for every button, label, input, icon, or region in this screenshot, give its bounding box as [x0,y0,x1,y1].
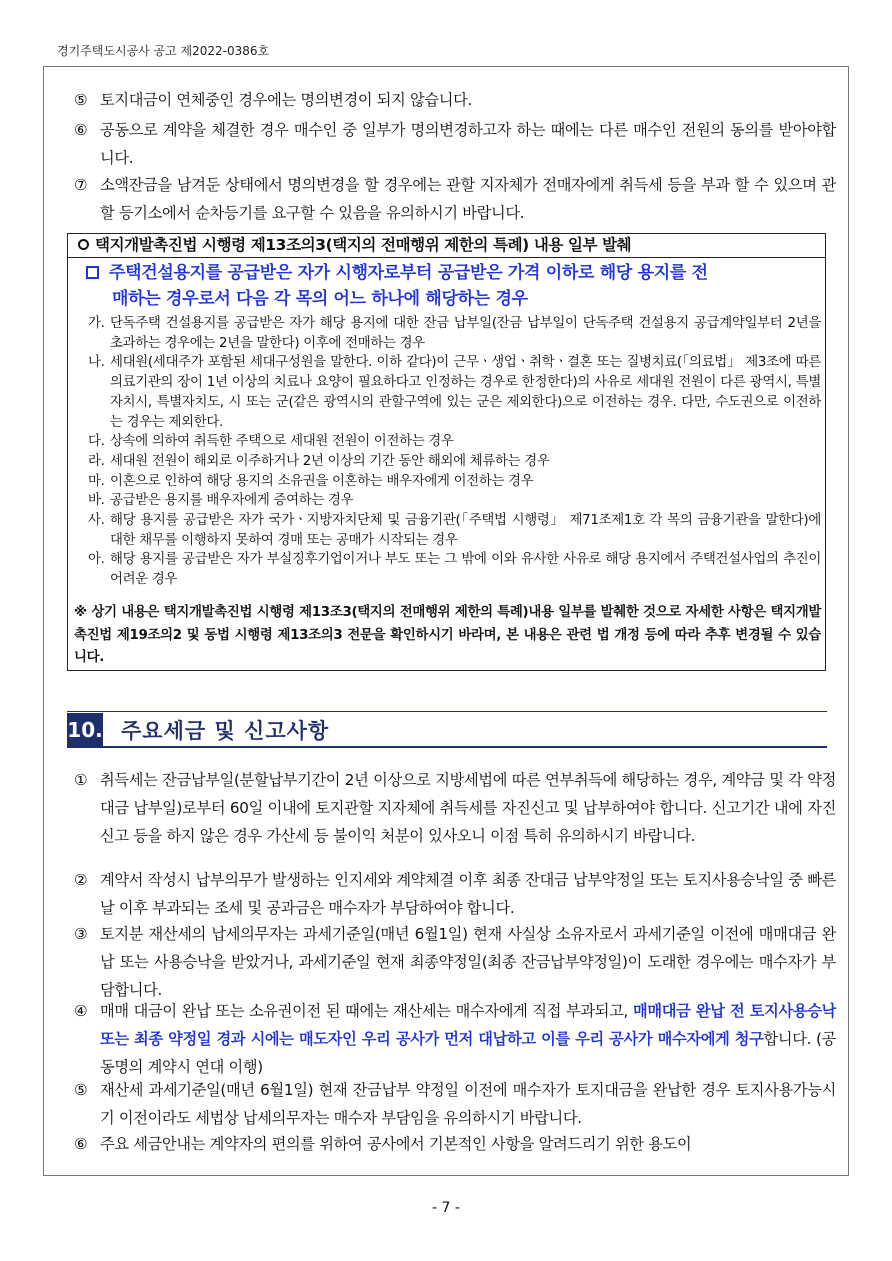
item-text: 토지분 재산세의 납세의무자는 과세기준일(매년 6월1일) 현재 사실상 소유자로서 과세기준일 이전에 매매대금 완납 또는 사용승낙을 받았거나, 과세기준일 현재 최종약정일(최종 잔금납부약정일)이 도래한 경우에는 매수자가 부담합니다. [100,925,836,999]
item-text-part: 합니다. (공동명의 계약시 연대 이행) [100,1030,836,1076]
list-item [74,866,836,922]
item-text: 재산세 과세기준일(매년 6월1일) 현재 잔금납부 약정일 이전에 매수자가 토지대금을 완납한 경우 토지사용가능시기 이전이라도 세법상 납세의무자는 매수자 부담임을 유의하시기 바랍니다. [100,1081,836,1127]
clause-key: 가. [88,316,105,331]
clause-key: 나. [88,355,105,371]
item-number: ⑥ [74,121,88,139]
clause-list [88,314,821,590]
item-number: ② [74,871,88,889]
clause-text: 단독주택 건설용지를 공급받은 자가 해당 용지에 대한 잔금 납부일(잔금 납부일이 단독주택 건설용지 공급계약일부터 2년을 초과하는 경우에는 2년을 말한다) 이후에 전매하는 경우 [110,316,821,351]
item-text: 토지대금이 연체중인 경우에는 명의변경이 되지 않습니다. [100,91,473,109]
clause-text: 공급받은 용지를 배우자에게 증여하는 경우 [110,493,354,509]
clause-item [88,491,821,511]
section-rule-top [67,711,827,712]
excerpt-title [68,234,825,258]
item-number: ⑤ [74,1081,88,1099]
clause-item [88,432,821,452]
clause-item [88,511,821,550]
clause-text: 상속에 의하여 취득한 주택으로 세대원 전원이 이전하는 경우 [110,434,454,450]
law-excerpt-box [67,233,826,671]
item-number: ⑥ [74,1135,88,1153]
list-item [74,171,836,227]
item-number: ③ [74,925,88,943]
list-item [74,997,836,1081]
checkbox-bullet-icon [86,266,99,279]
excerpt-subheading-line2: 매하는 경우로서 다음 각 목의 어느 하나에 해당하는 경우 [112,289,528,309]
clause-key: 바. [88,493,105,509]
clause-key: 마. [88,473,105,489]
clause-key: 사. [88,513,105,529]
clause-item [88,353,821,432]
page-number: - 7 - [432,1200,460,1216]
document-reference: 경기주택도시공사 공고 제2022-0386호 [57,44,270,58]
clause-key: 라. [88,453,105,469]
item-text-highlight: 매매대금 완납 전 토지사용승낙 또는 최종 약정일 경과 시에는 매도자인 우리 공사가 먼저 대납하고 이를 우리 공사가 매수자에게 청구 [100,1002,836,1048]
section-title: 주요세금 및 신고사항 [121,719,330,743]
clause-text: 해당 용지를 공급받은 자가 부실징후기업이거나 부도 또는 그 밖에 이와 유사한 사유로 해당 용지에서 주택건설사업의 추진이 어려운 경우 [110,552,821,588]
clause-key: 다. [88,434,105,450]
item-text [100,997,836,1081]
item-number: ④ [74,1002,88,1020]
clause-text: 해당 용지를 공급받은 자가 국가ㆍ지방자치단체 및 금융기관(「주택법 시행령」 제71조제1호 각 목의 금융기관을 말한다)에 대한 채무를 이행하지 못하여 경매 또는 공매가 시작되는 경우 [110,513,821,548]
item-number: ① [74,771,88,789]
circle-bullet-icon [78,239,89,250]
section-heading [67,713,827,749]
clause-item [88,550,821,589]
clause-text: 세대원(세대주가 포함된 세대구성원을 말한다. 이하 같다)이 근무ㆍ생업ㆍ취학ㆍ결혼 또는 질병치료(「의료법」 제3조에 따른 의료기관의 장이 1년 이상의 치료나 요양이 필요하다고 인정하는 경우로 한정한다)의 사유로 세대원 전원이 다른 광역시, 특별자치시, 특별자치도, 시 또는 군(같은 광역시의 관할구역에 있는 군은 제외한다)으로 이전하는 경우. 다만, 수도권으로 이전하는 경우는 제외한다. [110,355,821,430]
excerpt-subheading [86,260,821,312]
list-item [74,1076,836,1132]
list-item [74,86,836,114]
item-text: 공동으로 계약을 체결한 경우 매수인 중 일부가 명의변경하고자 하는 때에는 다른 매수인 전원의 동의를 받아야합니다. [100,121,836,167]
item-text-part: 매매 대금이 완납 또는 소유권이전 된 때에는 재산세는 매수자에게 직접 부과되고, [100,1002,633,1020]
item-number: ⑤ [74,91,88,109]
list-item [74,116,836,172]
section-rule [67,746,827,748]
list-item [74,766,836,850]
clause-item [88,452,821,472]
list-item [74,920,836,1004]
list-item [74,1130,836,1158]
excerpt-subheading-line1: 주택건설용지를 공급받은 자가 시행자로부터 공급받은 가격 이하로 해당 용지를 전 [109,263,708,283]
clause-text: 세대원 전원이 해외로 이주하거나 2년 이상의 기간 동안 해외에 체류하는 경우 [110,453,550,469]
item-text: 소액잔금을 남겨둔 상태에서 명의변경을 할 경우에는 관할 지자체가 전매자에게 취득세 등을 부과 할 수 있으며 관할 등기소에서 순차등기를 요구할 수 있음을 유의하시기 바랍니다. [100,176,836,222]
item-number: ⑦ [74,176,88,194]
section-number: 10. [67,713,103,747]
item-text: 주요 세금안내는 계약자의 편의를 위하여 공사에서 기본적인 사항을 알려드리기 위한 용도이 [100,1135,692,1153]
excerpt-note: ※ 상기 내용은 택지개발촉진법 시행령 제13조3(택지의 전매행위 제한의 특례)내용 일부를 발췌한 것으로 자세한 사항은 택지개발촉진법 제19조의2 및 동법 시행령 제13조의3 전문을 확인하시기 바라며, 본 내용은 관련 법 개정 등에 따라 추후 변경될 수 있습니다. [74,605,821,665]
item-text: 계약서 작성시 납부의무가 발생하는 인지세와 계약체결 이후 최종 잔대금 납부약정일 또는 토지사용승낙일 중 빠른 날 이후 부과되는 조세 및 공과금은 매수자가 부담하여야 합니다. [100,871,836,917]
clause-item [88,314,821,353]
clause-text: 이혼으로 인하여 해당 용지의 소유권을 이혼하는 배우자에게 이전하는 경우 [110,473,534,489]
clause-key: 아. [88,552,105,568]
item-text: 취득세는 잔금납부일(분할납부기간이 2년 이상으로 지방세법에 따른 연부취득에 해당하는 경우, 계약금 및 각 약정대금 납부일)로부터 60일 이내에 토지관할 지자체에 취득세를 자진신고 및 납부하여야 합니다. 신고기간 내에 자진신고 등을 하지 않은 경우 가산세 등 불이익 처분이 있사오니 이점 특히 유의하시기 바랍니다. [100,771,836,845]
clause-item [88,472,821,492]
excerpt-title-text: 택지개발촉진법 시행령 제13조의3(택지의 전매행위 제한의 특례) 내용 일부 발췌 [95,236,632,254]
